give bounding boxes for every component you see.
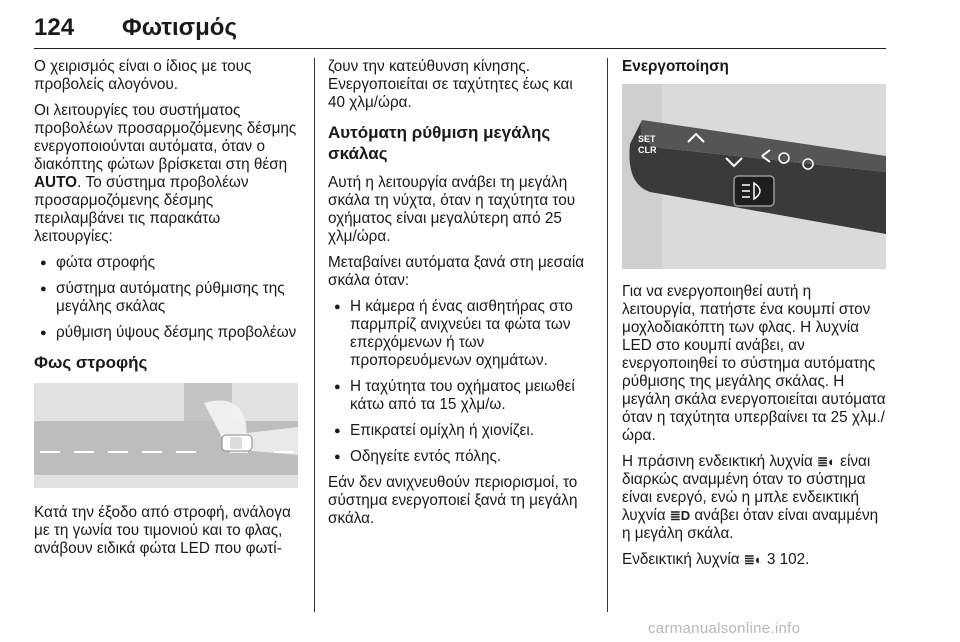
high-beam-indicator-icon: ≣D xyxy=(669,508,691,523)
paragraph xyxy=(622,453,888,543)
list-item: ● Η ταχύτητα του οχήματος μειωθεί κάτω από τα 15 χλμ/ω. xyxy=(328,378,594,414)
list-item: ● φώτα στροφής xyxy=(34,254,300,272)
column-1 xyxy=(34,58,300,566)
stalk-label-set: SET xyxy=(638,134,656,144)
section-heading: Φως στροφής xyxy=(34,353,148,372)
list-item: ● σύστημα αυτόματης ρύθμισης της μεγάλης σκάλας xyxy=(34,280,300,316)
cornering-light-illustration xyxy=(34,383,298,488)
page-header xyxy=(34,8,886,49)
condition-list xyxy=(328,298,594,466)
list-item: ● ρύθμιση ύψους δέσμης προβολέων xyxy=(34,324,300,342)
column-divider xyxy=(607,58,608,612)
turn-signal-stalk-illustration xyxy=(622,84,886,269)
column-2 xyxy=(328,58,594,536)
text: . Το σύστημα προβολέων προσαρμοζόμενης δέσμης περιλαμβάνει τις παρακάτω λειτουργίες: xyxy=(34,174,249,245)
section-heading: Ενεργοποίηση xyxy=(622,58,729,75)
column-divider xyxy=(314,58,315,612)
text: είναι διαρκώς αναμμένη όταν το σύστημα είναι ενεργό, ενώ η μπλε ενδεικτική λυχνία xyxy=(622,453,871,524)
paragraph: Μεταβαίνει αυτόματα ξανά στη μεσαία σκάλα όταν: xyxy=(328,254,585,289)
text: ανάβει όταν είναι αναμμένη η μεγάλη σκάλα. xyxy=(622,507,879,542)
paragraph: Για να ενεργοποιηθεί αυτή η λειτουργία, πατήστε ένα κουμπί στον μοχλοδιακόπτη των φλας. Η λυχνία LED στο κουμπί ανάβει, αν ενεργοποιηθεί το σύστημα αυτόματης ρύθμισης της μεγάλης σκάλας. Η μεγάλη σκάλα ενεργοποιείται αυτόματα όταν η ταχύτητα υπερβαίνει τα 25 χλμ./ώρα. xyxy=(622,283,886,444)
paragraph: Κατά την έξοδο από στροφή, ανάλογα με τη γωνία του τιμονιού και το φλας, ανάβουν ειδικά φώτα LED που φωτί- xyxy=(34,504,291,557)
page-number: 124 xyxy=(34,14,75,41)
feature-list xyxy=(34,254,300,342)
list-item: ● Επικρατεί ομίχλη ή χιονίζει. xyxy=(328,422,594,440)
text: Ενδεικτική λυχνία xyxy=(622,551,744,568)
section-heading: Αυτόματη ρύθμιση μεγάλης σκάλας xyxy=(328,123,551,163)
column-3 xyxy=(622,58,888,577)
watermark: carmanualsonline.info xyxy=(648,620,801,637)
auto-label: AUTO xyxy=(34,174,78,191)
paragraph: ζουν την κατεύθυνση κίνησης. Ενεργοποιείται σε ταχύτητες έως και 40 χλμ/ώρα. xyxy=(328,58,573,111)
paragraph: Ο χειρισμός είναι ο ίδιος με τους προβολείς αλογόνου. xyxy=(34,58,252,93)
paragraph xyxy=(622,551,888,569)
paragraph: Εάν δεν ανιχνευθούν περιορισμοί, το σύστημα ενεργοποιεί ξανά τη μεγάλη σκάλα. xyxy=(328,474,578,527)
text: Οι λειτουργίες του συστήματος προβολέων προσαρμοζόμενης δέσμης ενεργοποιούνται αυτόματα, όταν ο διακόπτης φώτων βρίσκεται στη θέση xyxy=(34,102,297,173)
page-reference[interactable]: 3 102. xyxy=(766,551,810,568)
page-title: Φωτισμός xyxy=(122,14,237,41)
text: Η πράσινη ενδεικτική λυχνία xyxy=(622,453,818,470)
stalk-label-clr: CLR xyxy=(638,145,657,155)
paragraph: Αυτή η λειτουργία ανάβει τη μεγάλη σκάλα τη νύχτα, όταν η ταχύτητα του οχήματος είναι μεγαλύτερη από 25 χλμ/ώρα. xyxy=(328,174,576,245)
paragraph xyxy=(34,102,300,246)
list-item: ● Η κάμερα ή ένας αισθητήρας στο παρμπρίζ ανιχνεύει τα φώτα των επερχόμενων ή των προπορευόμενων οχημάτων. xyxy=(328,298,594,370)
auto-high-beam-indicator-icon: ≣◐ xyxy=(817,454,836,469)
list-item: ● Οδηγείτε εντός πόλης. xyxy=(328,448,594,466)
auto-high-beam-indicator-icon: ≣◐ xyxy=(743,552,763,567)
